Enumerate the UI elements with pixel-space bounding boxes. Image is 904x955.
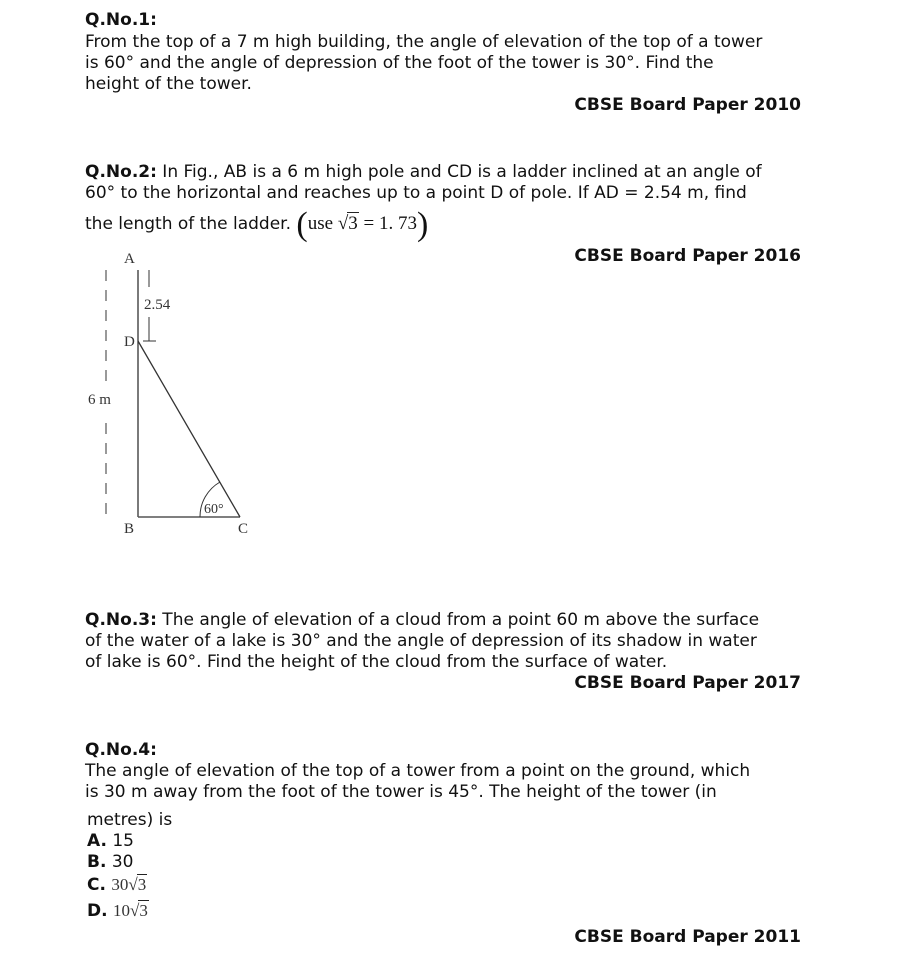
question-3-line-2: of the water of a lake is 30° and the angle of depression of its shadow in water	[85, 631, 757, 651]
ad-length-label: 2.54	[144, 297, 171, 313]
question-4-line-1: The angle of elevation of the top of a tower from a point on the ground, which	[85, 761, 751, 781]
option-a-key: A.	[87, 831, 107, 851]
question-4-label: Q.No.4:	[85, 740, 157, 760]
hint-radicand: 3	[348, 213, 358, 234]
point-c-label: C	[238, 521, 249, 537]
question-2-label: Q.No.2:	[85, 162, 157, 182]
question-2-line-3	[85, 206, 429, 243]
option-d-key: D.	[87, 901, 108, 921]
paren-open: (	[296, 206, 308, 243]
point-a-label: A	[124, 251, 135, 267]
question-2-text-3: the length of the ladder.	[85, 214, 292, 234]
option-c-key: C.	[87, 875, 106, 895]
option-d	[87, 900, 149, 921]
paren-close: )	[416, 206, 429, 243]
option-a	[87, 831, 134, 851]
question-1-line-1: From the top of a 7 m high building, the angle of elevation of the top of a tower	[85, 32, 763, 52]
point-d-label: D	[124, 334, 135, 350]
question-1-line-2: is 60° and the angle of depression of the foot of the tower is 30°. Find the	[85, 53, 714, 73]
question-3-line-1	[85, 610, 759, 631]
question-2-line-1	[85, 162, 762, 183]
option-b-key: B.	[87, 852, 107, 872]
question-3-line-3: of lake is 60°. Find the height of the cloud from the surface of water.	[85, 652, 668, 672]
option-c-value: 30√3	[111, 875, 147, 894]
question-3-label: Q.No.3:	[85, 610, 157, 630]
question-4-line-3: metres) is	[87, 810, 173, 830]
question-3-source: CBSE Board Paper 2017	[574, 673, 801, 693]
hint-suffix: = 1. 73	[358, 213, 417, 234]
question-3-text: The angle of elevation of a cloud from a point 60 m above the surface	[156, 610, 760, 630]
point-b-label: B	[124, 521, 135, 537]
question-1-line-3: height of the tower.	[85, 74, 252, 94]
question-2-source: CBSE Board Paper 2016	[574, 246, 801, 266]
question-2-text: In Fig., AB is a 6 m high pole and CD is a ladder inclined at an angle of	[156, 162, 762, 182]
ladder-pole-figure	[80, 245, 280, 545]
option-b-value: 30	[111, 852, 134, 872]
height-label: 6 m	[88, 392, 111, 408]
hint-prefix: use	[307, 213, 338, 234]
option-a-value: 15	[112, 831, 134, 851]
option-c	[87, 874, 147, 895]
angle-label: 60°	[204, 502, 224, 517]
hint-formula: use √3 = 1. 73	[307, 213, 417, 234]
option-d-value: 10√3	[112, 901, 148, 920]
question-4-source: CBSE Board Paper 2011	[574, 927, 801, 947]
question-2-line-2: 60° to the horizontal and reaches up to a point D of pole. If AD = 2.54 m, find	[85, 183, 747, 203]
question-4-line-2: is 30 m away from the foot of the tower is 45°. The height of the tower (in	[85, 782, 717, 802]
option-b	[87, 852, 133, 872]
question-1-source: CBSE Board Paper 2010	[574, 95, 801, 115]
question-1-label: Q.No.1:	[85, 10, 157, 30]
ladder-dc	[138, 341, 240, 517]
